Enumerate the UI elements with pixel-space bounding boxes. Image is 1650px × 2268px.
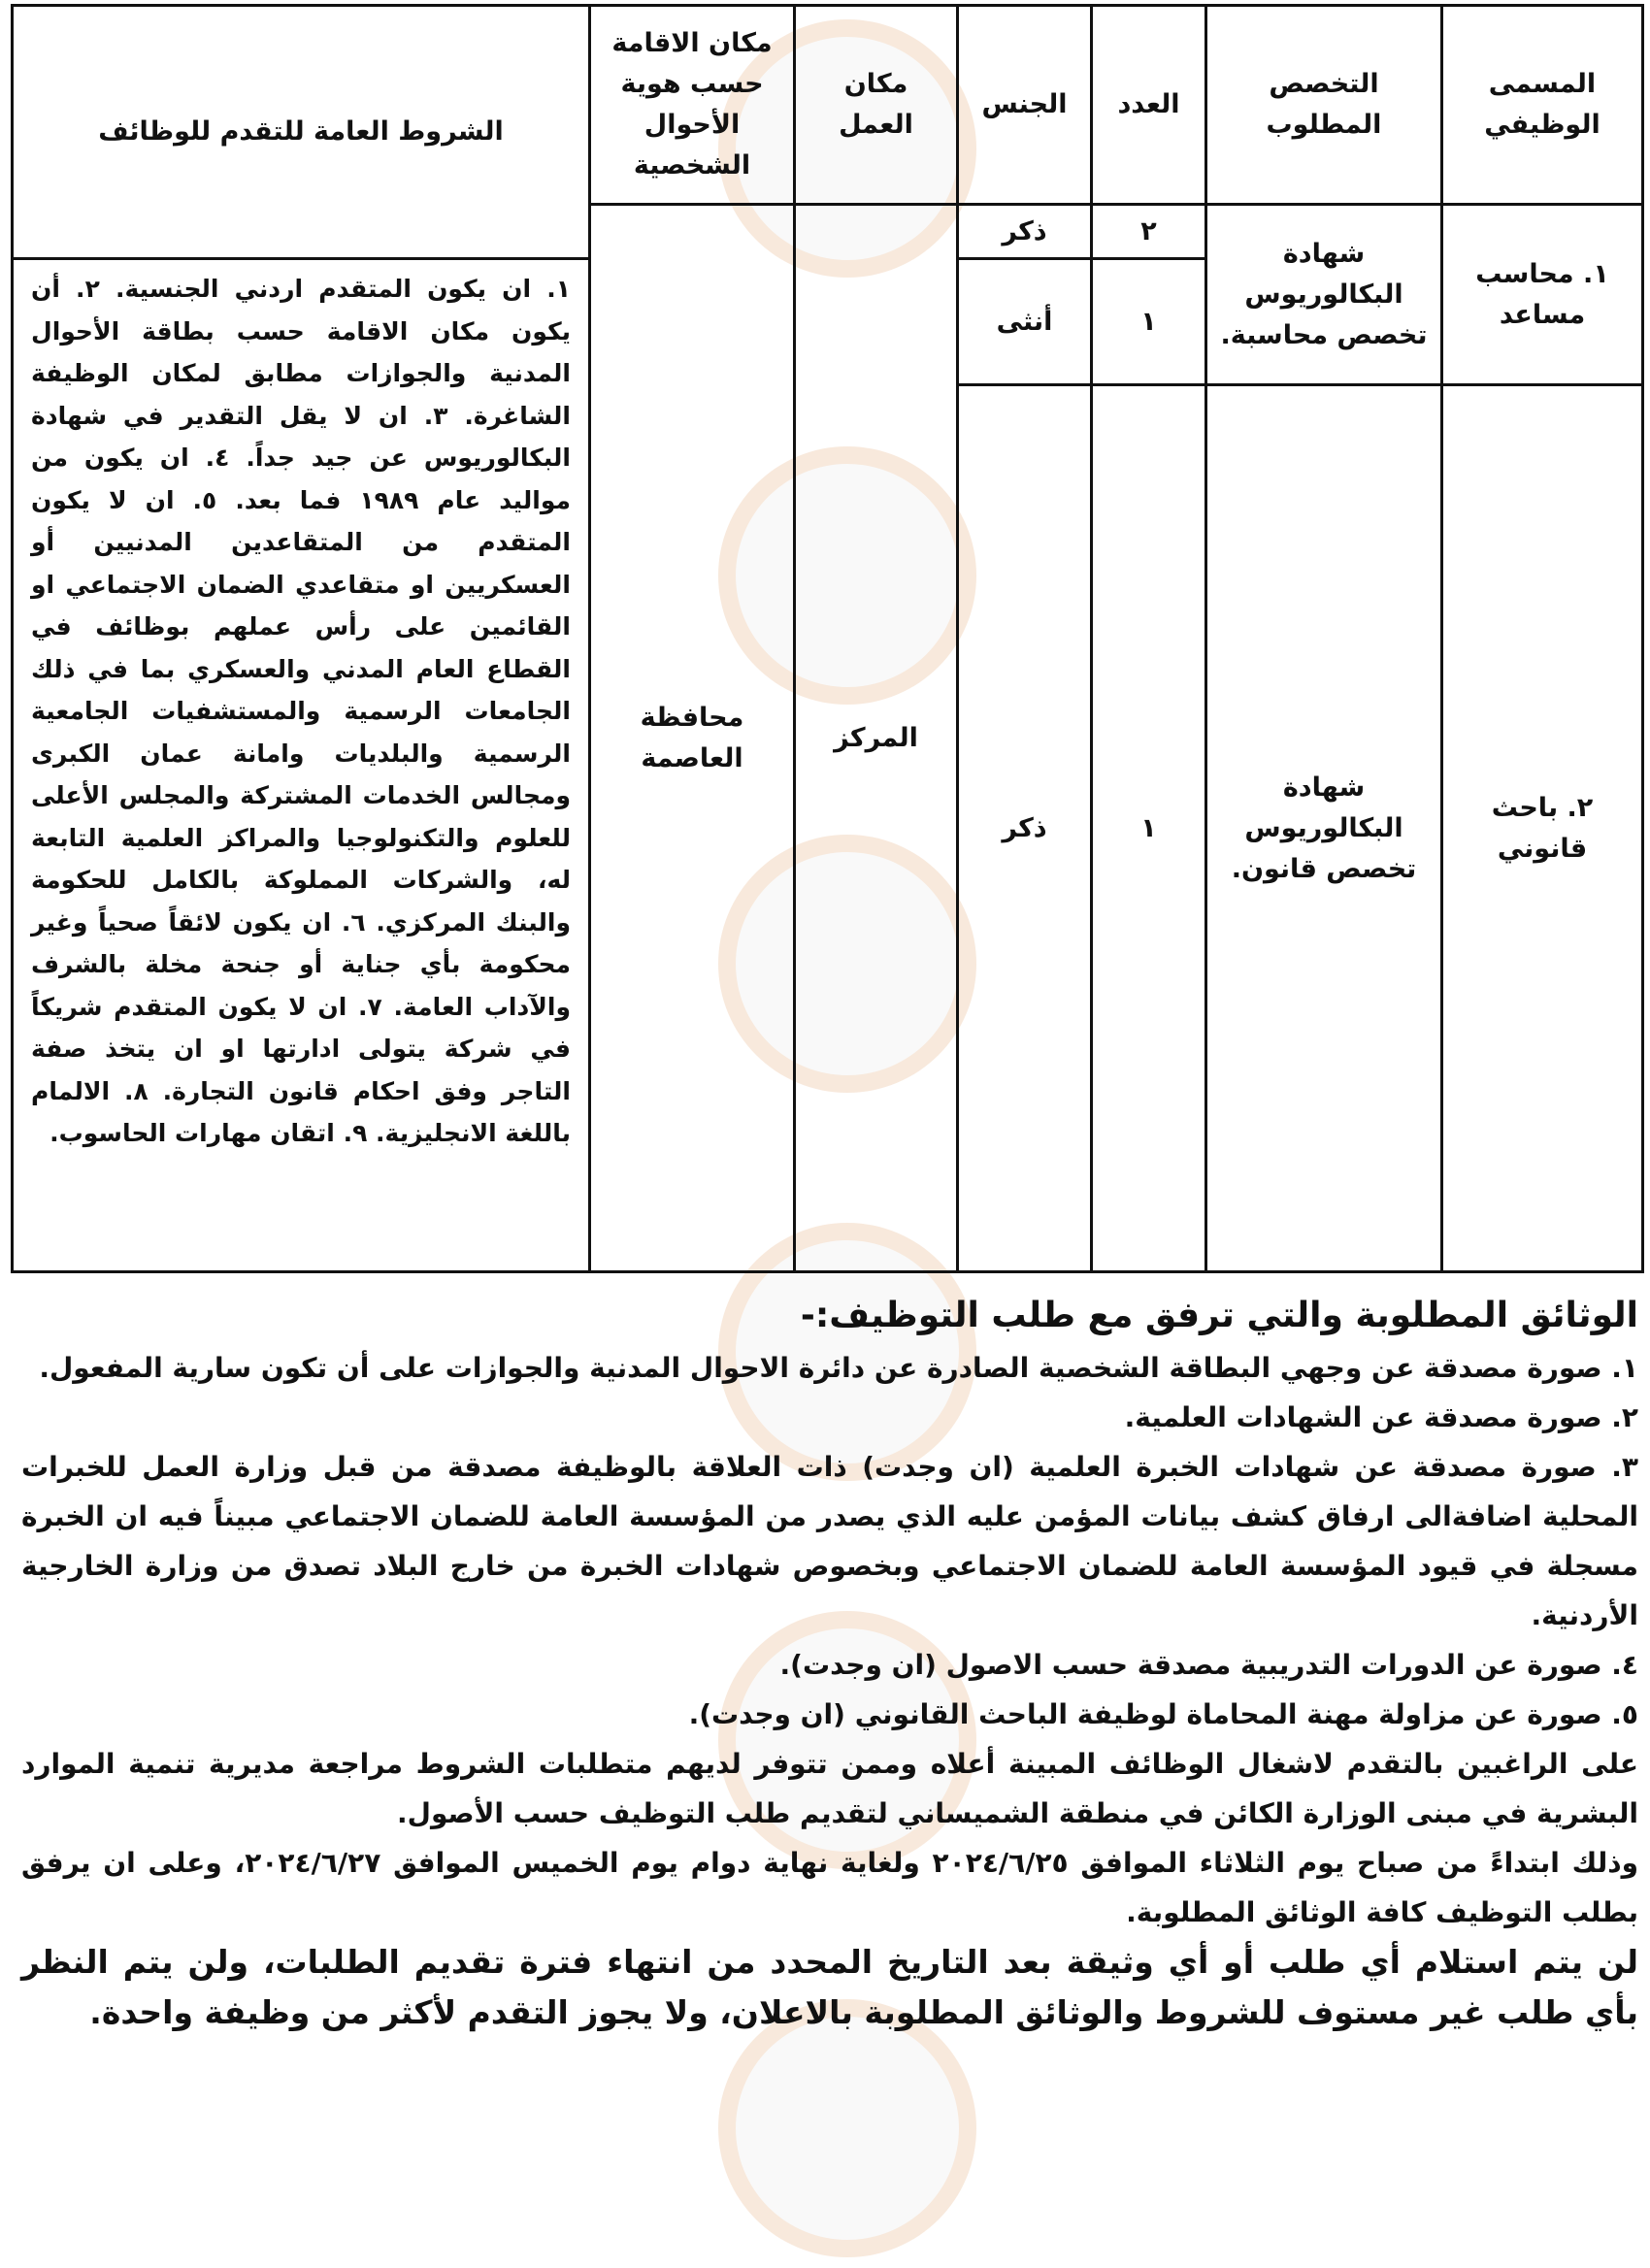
job-gender: ذكر xyxy=(958,205,1092,259)
header-job-title: المسمى الوظيفي xyxy=(1442,6,1643,205)
header-specialization: التخصص المطلوب xyxy=(1206,6,1442,205)
application-dates: وذلك ابتداءً من صباح يوم الثلاثاء الموافق ٢٠٢٤/٦/٢٥ ولغاية نهاية دوام يوم الخميس الموافق ٢٠٢٤/٦/٢٧، وعلى ان يرفق بطلب التوظيف كافة الوثائق المطلوبة. xyxy=(21,1847,1639,1928)
job-gender: ذكر xyxy=(958,385,1092,1272)
job-count: ١ xyxy=(1092,259,1206,385)
job-specialization: شهادة البكالوريوس تخصص محاسبة. xyxy=(1206,205,1442,385)
document-item: ٥. صورة عن مزاولة مهنة المحاماة لوظيفة الباحث القانوني (ان وجدت). xyxy=(688,1698,1638,1730)
workplace: المركز xyxy=(795,205,958,1272)
document-item: ٤. صورة عن الدورات التدريبية مصدقة حسب الاصول (ان وجدت). xyxy=(779,1649,1638,1681)
application-instructions: على الراغبين بالتقدم لاشغال الوظائف المبينة أعلاه وممن تتوفر لديهم متطلبات الشروط مراجعة مديرية تنمية الموارد البشرية في مبنى الوزارة الكائن في منطقة الشميساني لتقديم طلب التوظيف حسب الأصول. xyxy=(21,1748,1638,1829)
header-count: العدد xyxy=(1092,6,1206,205)
header-residence: مكان الاقامة حسب هوية الأحوال الشخصية xyxy=(590,6,795,205)
required-documents-section xyxy=(21,1289,1638,2038)
header-conditions: الشروط العامة للتقدم للوظائف xyxy=(13,6,590,259)
job-title: ٢. باحث قانوني xyxy=(1442,385,1643,1272)
header-gender: الجنس xyxy=(958,6,1092,205)
table-header-row xyxy=(13,6,1643,205)
job-title: ١. محاسب مساعد xyxy=(1442,205,1643,385)
residence: محافظة العاصمة xyxy=(590,205,795,1272)
final-notice: لن يتم استلام أي طلب أو أي وثيقة بعد التاريخ المحدد من انتهاء فترة تقديم الطلبات، ولن يتم النظر بأي طلب غير مستوف للشروط والوثائق المطلوبة بالاعلان، ولا يجوز التقدم لأكثر من وظيفة واحدة. xyxy=(21,1943,1638,2031)
general-conditions: ١. ان يكون المتقدم اردني الجنسية. ٢. أن يكون مكان الاقامة حسب بطاقة الأحوال المدنية والجوازات مطابق لمكان الوظيفة الشاغرة. ٣. ان لا يقل التقدير في شهادة البكالوريوس عن جيد جداً. ٤. ان يكون من مواليد عام ١٩٨٩ فما بعد. ٥. ان لا يكون المتقدم من المتقاعدين المدنيين أو العسكريين او متقاعدي الضمان الاجتماعي او القائمين على رأس عملهم بوظائف في القطاع العام المدني والعسكري بما في ذلك الجامعات الرسمية والمستشفيات الجامعية الرسمية والبلديات وامانة عمان الكبرى ومجالس الخدمات المشتركة والمجلس الأعلى للعلوم والتكنولوجيا والمراكز العلمية التابعة له، والشركات المملوكة بالكامل للحكومة والبنك المركزي. ٦. ان يكون لائقاً صحياً وغير محكومة بأي جناية أو جنحة مخلة بالشرف والآداب العامة. ٧. ان لا يكون المتقدم شريكاً في شركة يتولى ادارتها او ان يتخذ صفة التاجر وفق احكام قانون التجارة. ٨. الالمام باللغة الانجليزية. ٩. اتقان مهارات الحاسوب. xyxy=(13,259,590,1272)
jobs-table xyxy=(11,4,1644,1273)
job-count: ٢ xyxy=(1092,205,1206,259)
header-workplace: مكان العمل xyxy=(795,6,958,205)
documents-heading: الوثائق المطلوبة والتي ترفق مع طلب التوظيف:- xyxy=(800,1296,1638,1335)
job-count: ١ xyxy=(1092,385,1206,1272)
document-item: ٣. صورة مصدقة عن شهادات الخبرة العلمية (ان وجدت) ذات العلاقة بالوظيفة مصدقة من قبل وزارة العمل للخبرات المحلية اضافةالى ارفاق كشف بيانات المؤمن عليه الذي يصدر من المؤسسة العامة للضمان الاجتماعي مبيناً فيه ان الخبرة مسجلة في قيود المؤسسة العامة للضمان الاجتماعي وبخصوص شهادات الخبرة من خارج البلاد تصدق من وزارة الخارجية الأردنية. xyxy=(21,1451,1638,1631)
job-specialization: شهادة البكالوريوس تخصص قانون. xyxy=(1206,385,1442,1272)
job-gender: أنثى xyxy=(958,259,1092,385)
document-item: ٢. صورة مصدقة عن الشهادات العلمية. xyxy=(1124,1401,1638,1433)
document-item: ١. صورة مصدقة عن وجهي البطاقة الشخصية الصادرة عن دائرة الاحوال المدنية والجوازات على أن تكون سارية المفعول. xyxy=(39,1352,1638,1384)
